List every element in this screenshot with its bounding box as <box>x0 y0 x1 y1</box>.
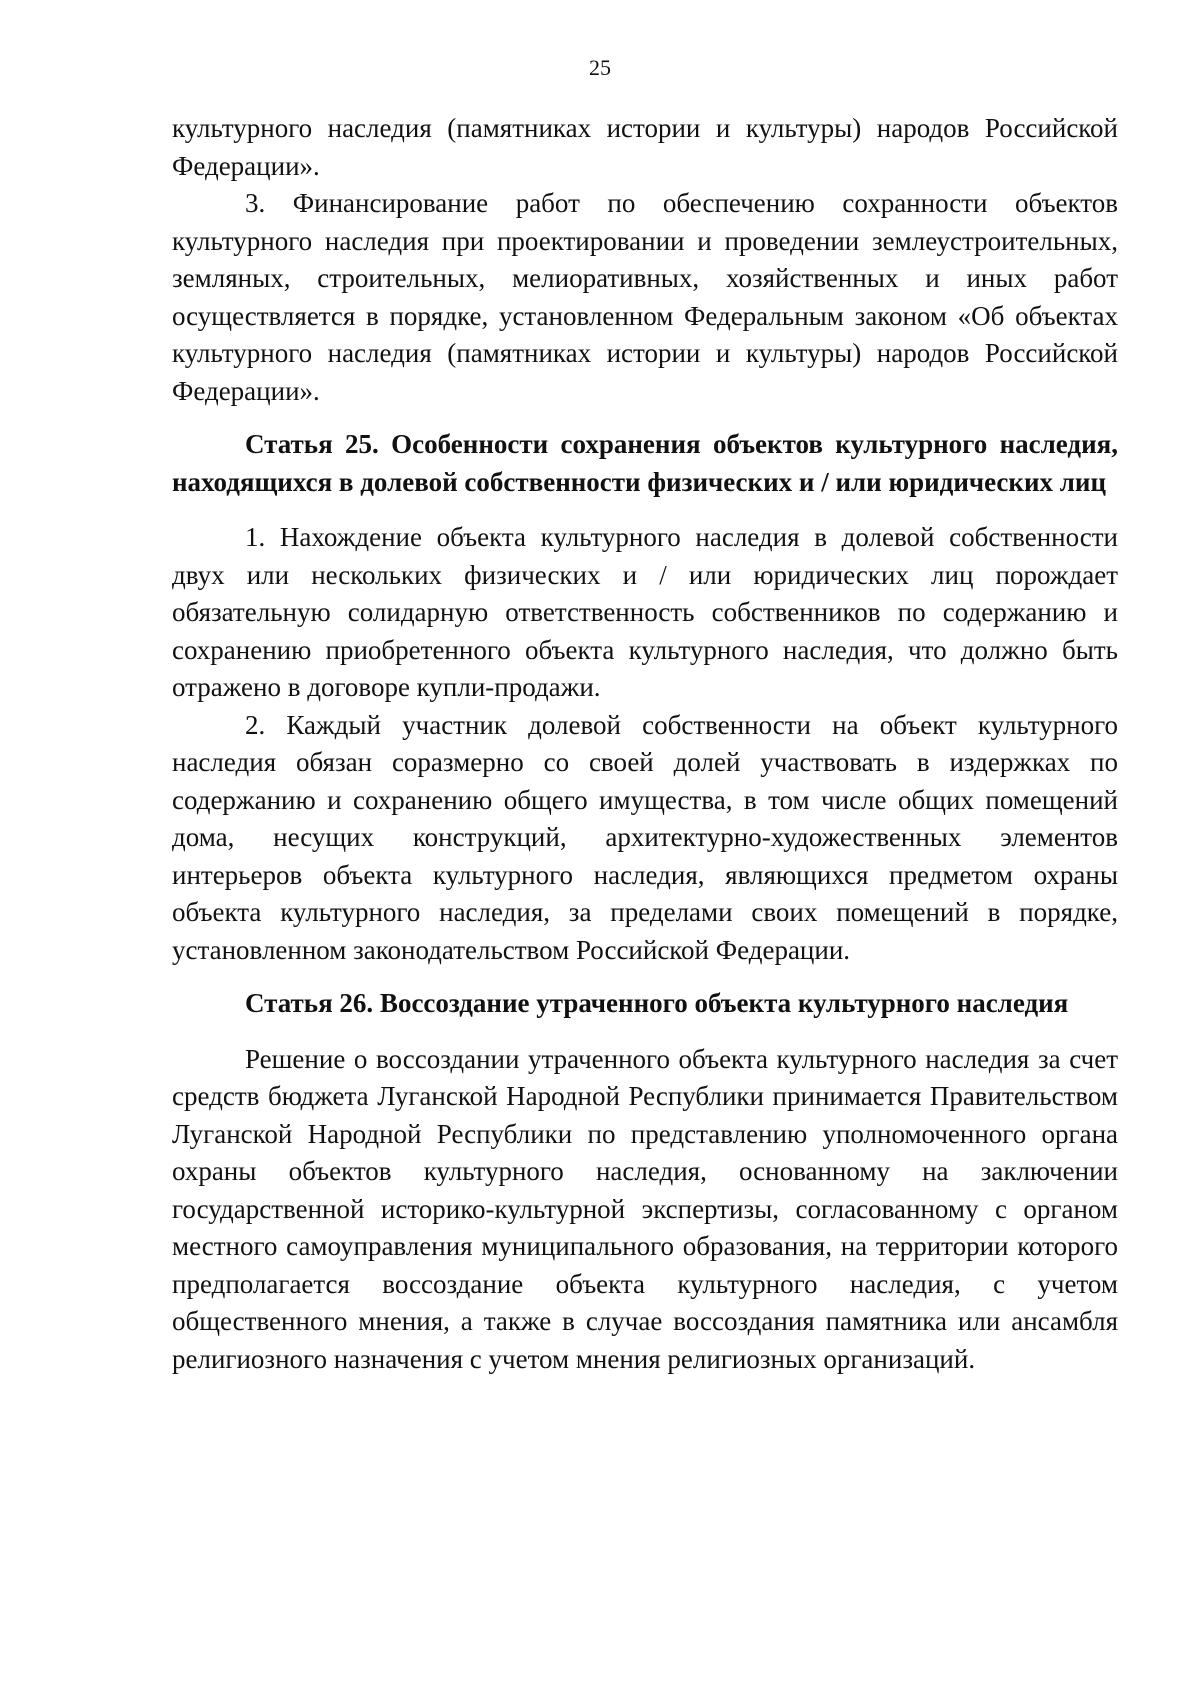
paragraph-article-25-item-1: 1. Нахождение объекта культурного наследия в долевой собственности двух или нескольких физических и / или юридических лиц порождает обязательную солидарную ответственность собственников по содержанию и сохранению приобретенного объекта культурного наследия, что должно быть отражено в договоре купли-продажи. <box>172 522 1118 702</box>
article-25-heading: Статья 25. Особенности сохранения объектов культурного наследия, находящихся в долевой собственности физических и / или юридических лиц <box>172 429 1118 497</box>
article-26-heading: Статья 26. Воссоздание утраченного объекта культурного наследия <box>245 988 1069 1018</box>
paragraph-article-24-item-3: 3. Финансирование работ по обеспечению сохранности объектов культурного наследия при проектировании и проведении землеустроительных, земляных, строительных, мелиоративных, хозяйственных и иных работ осуществляется в порядке, установленном Федеральным законом «Об объектах культурного наследия (памятниках истории и культуры) народов Российской Федерации». <box>172 188 1118 406</box>
paragraph-article-25-item-2: 2. Каждый участник долевой собственности на объект культурного наследия обязан соразмерно со своей долей участвовать в издержках по содержанию и сохранению общего имущества, в том числе общих помещений дома, несущих конструкций, архитектурно-художественных элементов интерьеров объекта культурного наследия, являющихся предметом охраны объекта культурного наследия, за пределами своих помещений в порядке, установленном законодательством Российской Федерации. <box>172 709 1118 965</box>
paragraph-continuation: культурного наследия (памятниках истории и культуры) народов Российской Федерации». <box>172 113 1118 181</box>
paragraph-article-26: Решение о воссоздании утраченного объекта культурного наследия за счет средств бюджета Луганской Народной Республики принимается Правительством Луганской Народной Республики по представлению уполномоченного органа охраны объектов культурного наследия, основанному на заключении государственной историко-культурной экспертизы, согласованному с органом местного самоуправления муниципального образования, на территории которого предполагается воссоздание объекта культурного наследия, с учетом общественного мнения, а также в случае воссоздания памятника или ансамбля религиозного назначения с учетом мнения религиозных организаций. <box>172 1043 1118 1374</box>
document-body <box>172 110 1118 1378</box>
page-number: 25 <box>589 55 611 80</box>
